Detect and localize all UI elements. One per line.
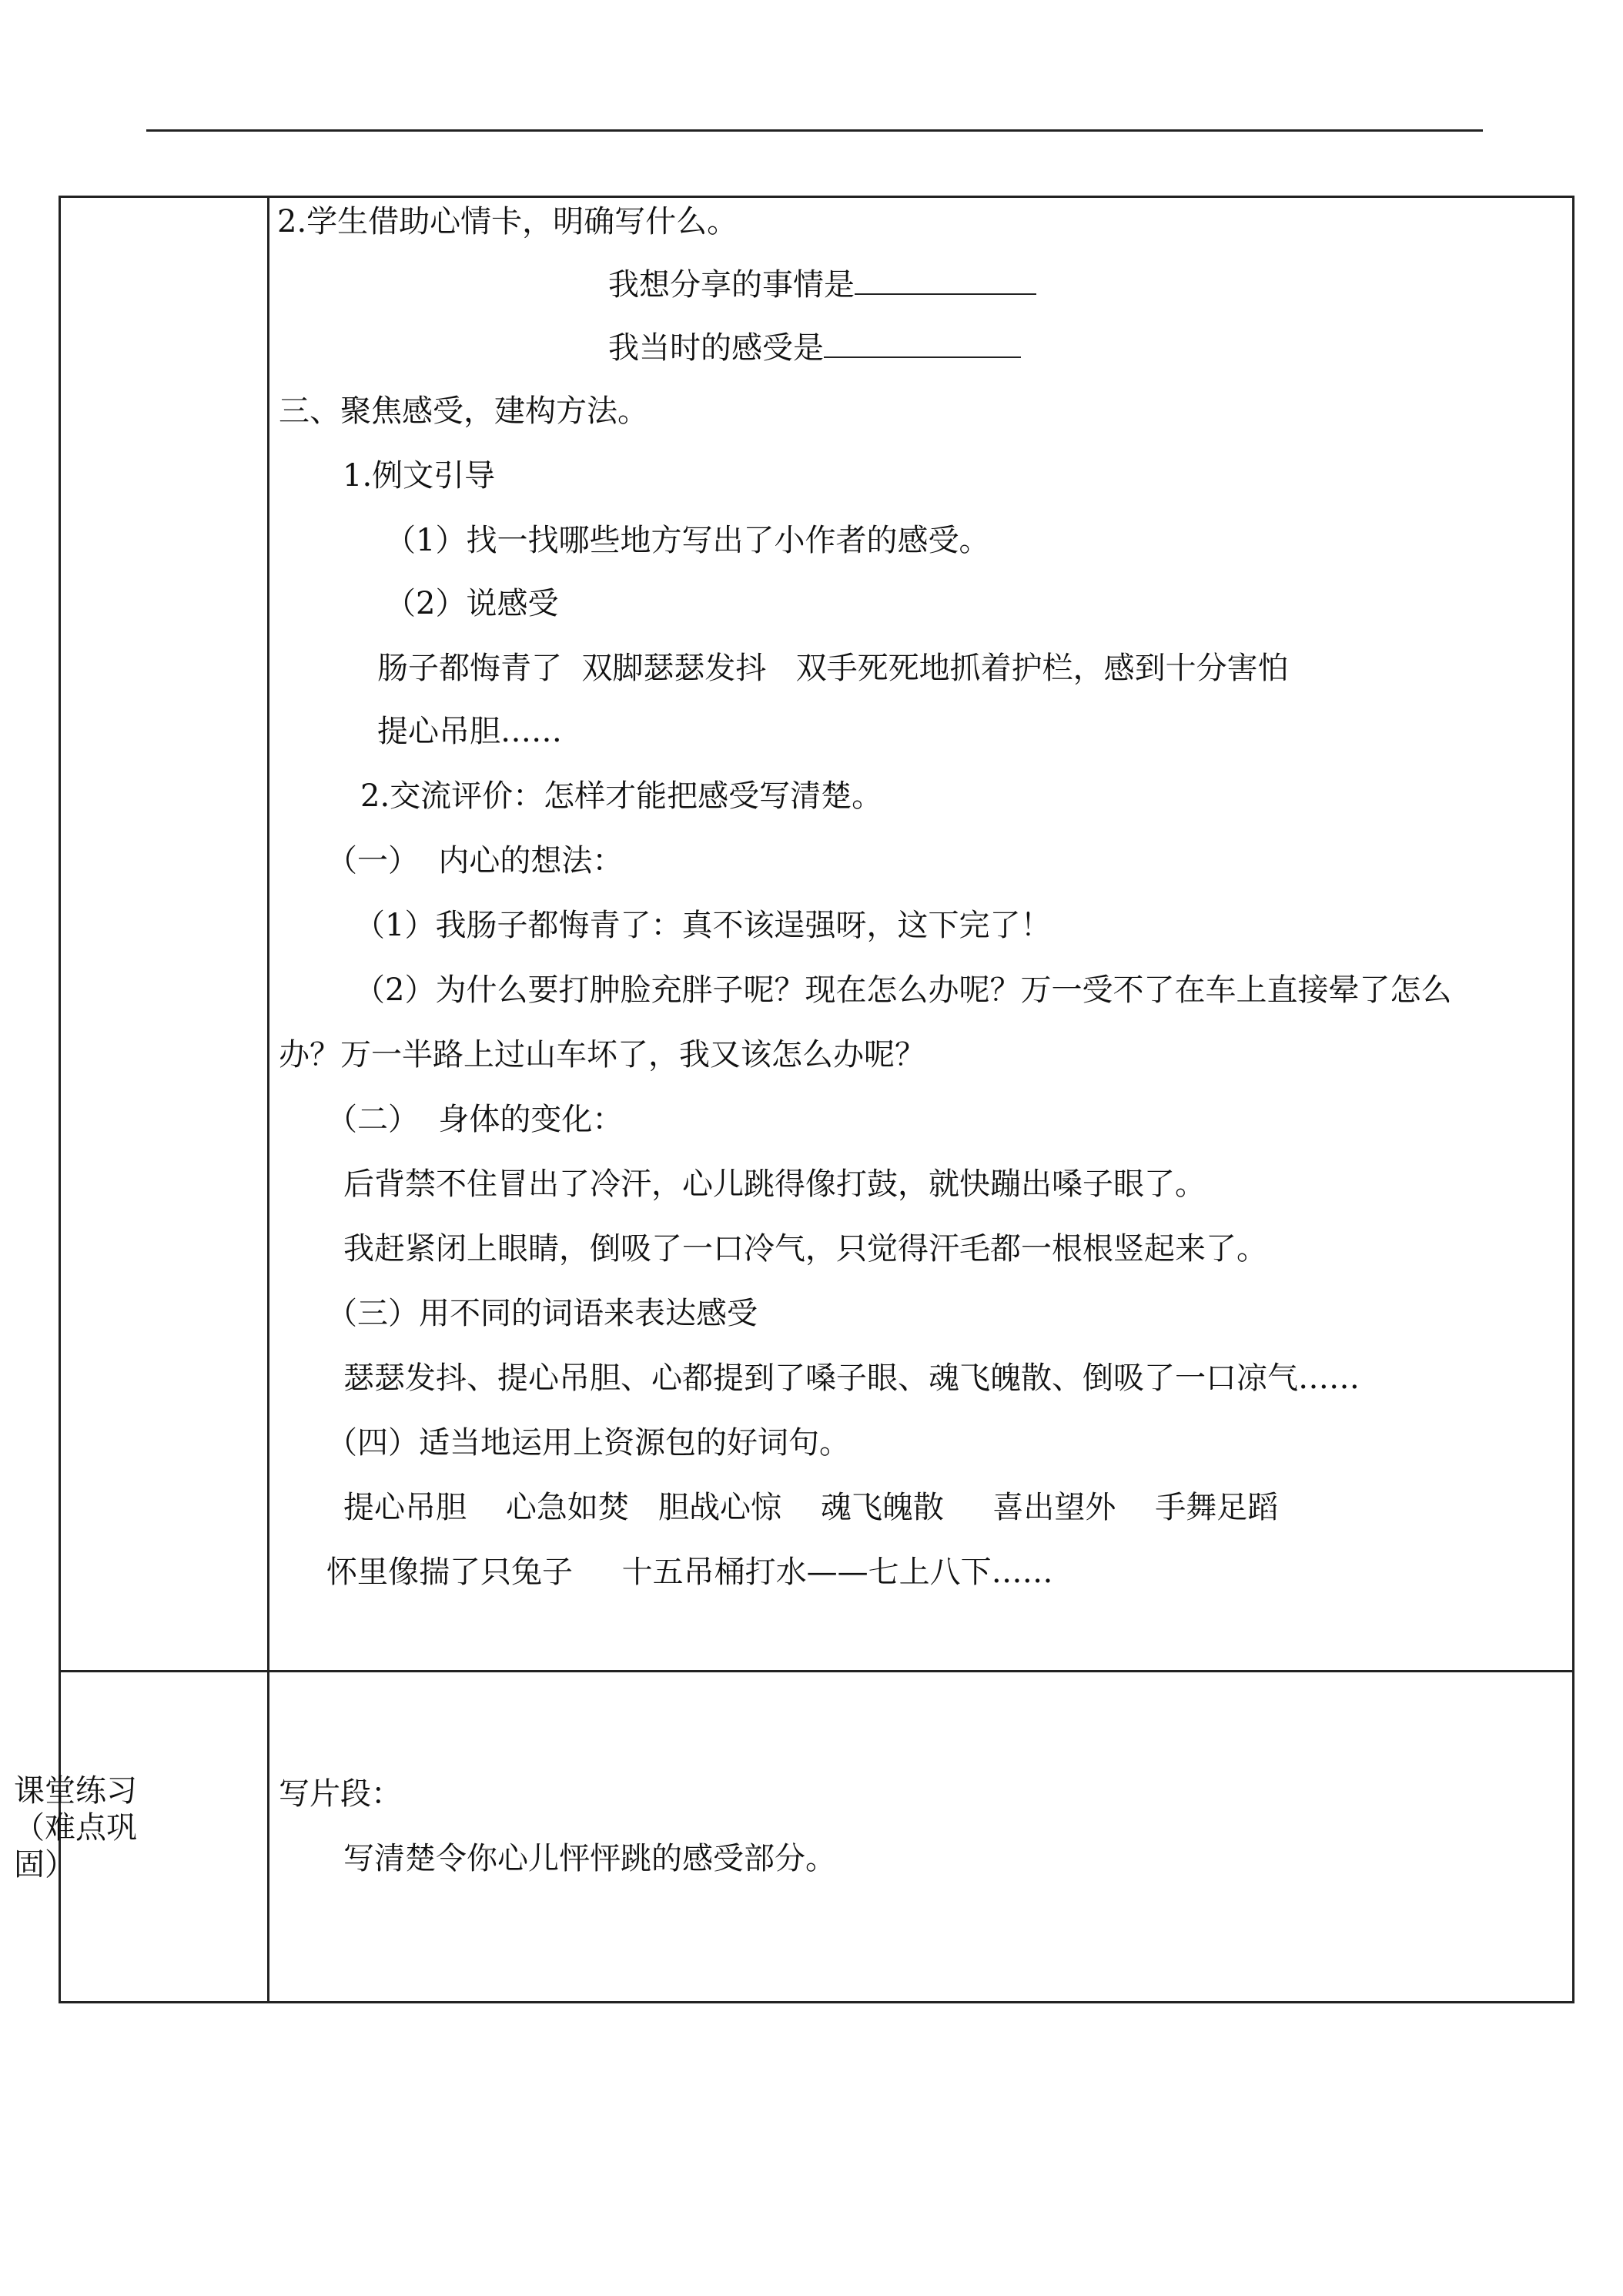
text-line: 后背禁不住冒出了冷汗，心儿跳得像打鼓，就快蹦出嗓子眼了。 (343, 1166, 1206, 1202)
blank-underline (824, 335, 1021, 358)
text-line: （一） 内心的想法： (326, 843, 624, 879)
practice-label-line: 课堂练习 (14, 1773, 137, 1809)
practice-label (14, 1772, 191, 1883)
practice-label-line: 固） (14, 1847, 75, 1883)
text-line: （1）我肠子都悔青了：真不该逞强呀，这下完了！ (354, 908, 1052, 943)
text-line: 我想分享的事情是 (608, 266, 1036, 303)
header-rule (146, 129, 1483, 132)
practice-title: 写片段： (279, 1776, 402, 1812)
text-line: 瑟瑟发抖、提心吊胆、心都提到了嗓子眼、魂飞魄散、倒吸了一口凉气…… (343, 1361, 1360, 1396)
section-heading: 三、聚焦感受，建构方法。 (279, 393, 648, 429)
practice-content-cell (269, 1672, 1574, 2003)
text-line: （2）为什么要打肿脸充胖子呢？现在怎么办呢？万一受不了在车上直接晕了怎么 (354, 972, 1452, 1008)
text-line: 办？万一半路上过山车坏了，我又该怎么办呢？ (279, 1037, 925, 1073)
text-line: （三）用不同的词语来表达感受 (326, 1296, 758, 1331)
left-cell-empty (60, 197, 269, 1672)
lesson-table (59, 196, 1574, 2003)
text-line: 1.例文引导 (343, 458, 496, 494)
practice-task: 写清楚令你心儿怦怦跳的感受部分。 (343, 1841, 836, 1876)
text-line: （四）适当地运用上资源包的好词句。 (326, 1425, 850, 1461)
text-line: （二） 身体的变化： (326, 1102, 624, 1137)
table-row (60, 1672, 1574, 2003)
practice-label-line: （难点巩 (14, 1810, 137, 1846)
text-line: 提心吊胆 心急如焚 胆战心惊 魂飞魄散 喜出望外 手舞足蹈 (343, 1490, 1279, 1525)
text-line: 2.学生借助心情卡，明确写什么。 (277, 204, 738, 239)
text-line: 2.交流评价：怎样才能把感受写清楚。 (360, 778, 883, 814)
text-line: （1）找一找哪些地方写出了小作者的感受。 (385, 523, 990, 558)
blank-underline (855, 272, 1036, 295)
text-line: 我当时的感受是 (608, 330, 1021, 366)
text-line: 怀里像揣了只兔子 十五吊桶打水——七上八下…… (326, 1555, 1053, 1590)
text-line: 肠子都悔青了 双脚瑟瑟发抖 双手死死地抓着护栏，感到十分害怕 (377, 651, 1289, 686)
text-line: 我赶紧闭上眼睛，倒吸了一口冷气，只觉得汗毛都一根根竖起来了。 (343, 1231, 1267, 1267)
text-line: （2）说感受 (385, 586, 559, 621)
text-line: 提心吊胆…… (377, 714, 562, 749)
